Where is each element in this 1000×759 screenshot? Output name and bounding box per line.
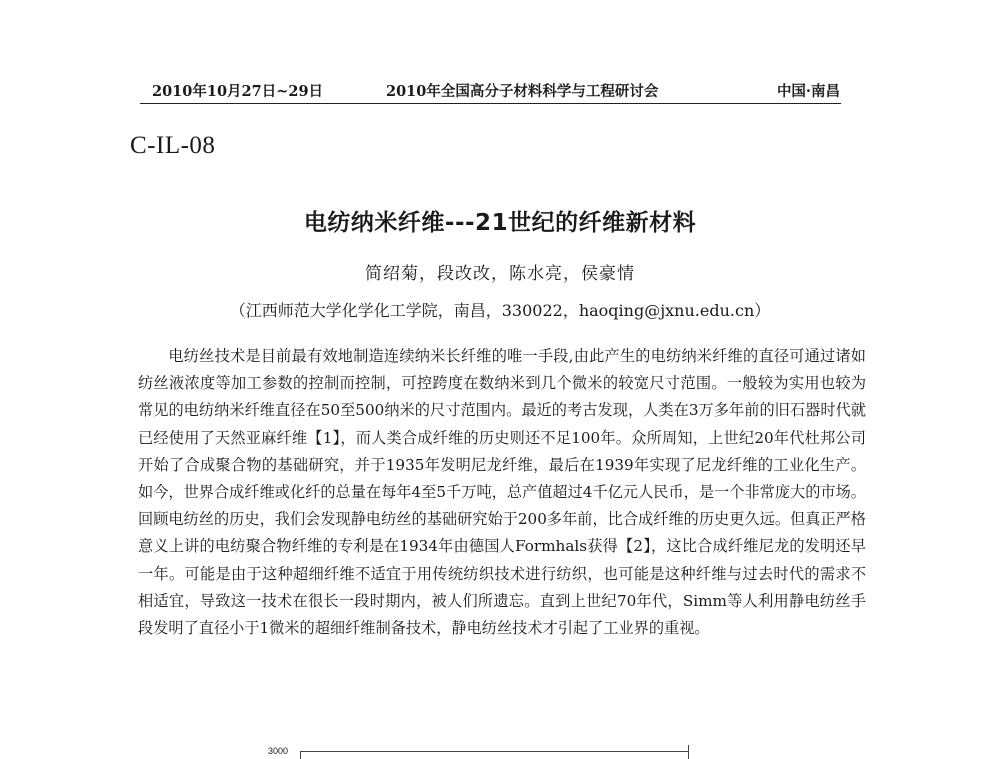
paper-title: 电纺纳米纤维---21世纪的纤维新材料 bbox=[303, 210, 697, 236]
running-header bbox=[140, 78, 840, 102]
figure-frame-right bbox=[688, 745, 689, 759]
header-conference: 2010年全国高分子材料科学与工程研讨会 bbox=[386, 83, 659, 100]
header-location: 中国·南昌 bbox=[776, 83, 840, 100]
author-affiliation: （江西师范大学化学化工学院，南昌，330022，haoqing@jxnu.edu.cn） bbox=[229, 301, 771, 320]
figure-frame-top bbox=[300, 751, 688, 752]
figure-frame-left bbox=[300, 751, 301, 759]
author-list: 简绍菊，段改改，陈水亮，侯豪情 bbox=[365, 264, 635, 284]
body-paragraph: 电纺丝技术是目前最有效地制造连续纳米长纤维的唯一手段,由此产生的电纺纳米纤维的直径可通过诸如纺丝液浓度等加工参数的控制而控制，可控跨度在数纳米到几个微米的较宽尺寸范围。一般较为实用也较为常见的电纺纳米纤维直径在50至500纳米的尺寸范围内。最近的考古发现，人类在3万多年前的旧石器时代就已经使用了天然亚麻纤维【1】，而人类合成纤维的历史则还不足100年。众所周知，上世纪20年代杜邦公司开始了合成聚合物的基础研究，并于1935年发明尼龙纤维，最后在1939年实现了尼龙纤维的工业化生产。如今，世界合成纤维或化纤的总量在每年4至5千万吨，总产值超过4千亿元人民币，是一个非常庞大的市场。回顾电纺丝的历史，我们会发现静电纺丝的基础研究始于200多年前，比合成纤维的历史更久远。但真正严格意义上讲的电纺聚合物纤维的专利是在1934年由德国人Formhals获得【2】，这比合成纤维尼龙的发明还早一年。可能是由于这种超细纤维不适宜于用传统纺织技术进行纺织，也可能是这种纤维与过去时代的需求不相适宜，导致这一技术在很长一段时期内，被人们所遗忘。直到上世纪70年代，Simm等人利用静电纺丝手段发明了直径小于1微米的超细纤维制备技术，静电纺丝技术才引起了工业界的重视。 bbox=[138, 347, 866, 638]
header-rule bbox=[140, 103, 841, 104]
header-date: 2010年10月27日~29日 bbox=[152, 83, 324, 100]
paper-id: C-IL-08 bbox=[130, 132, 216, 159]
figure-y-tick-label: 3000 bbox=[268, 746, 289, 756]
